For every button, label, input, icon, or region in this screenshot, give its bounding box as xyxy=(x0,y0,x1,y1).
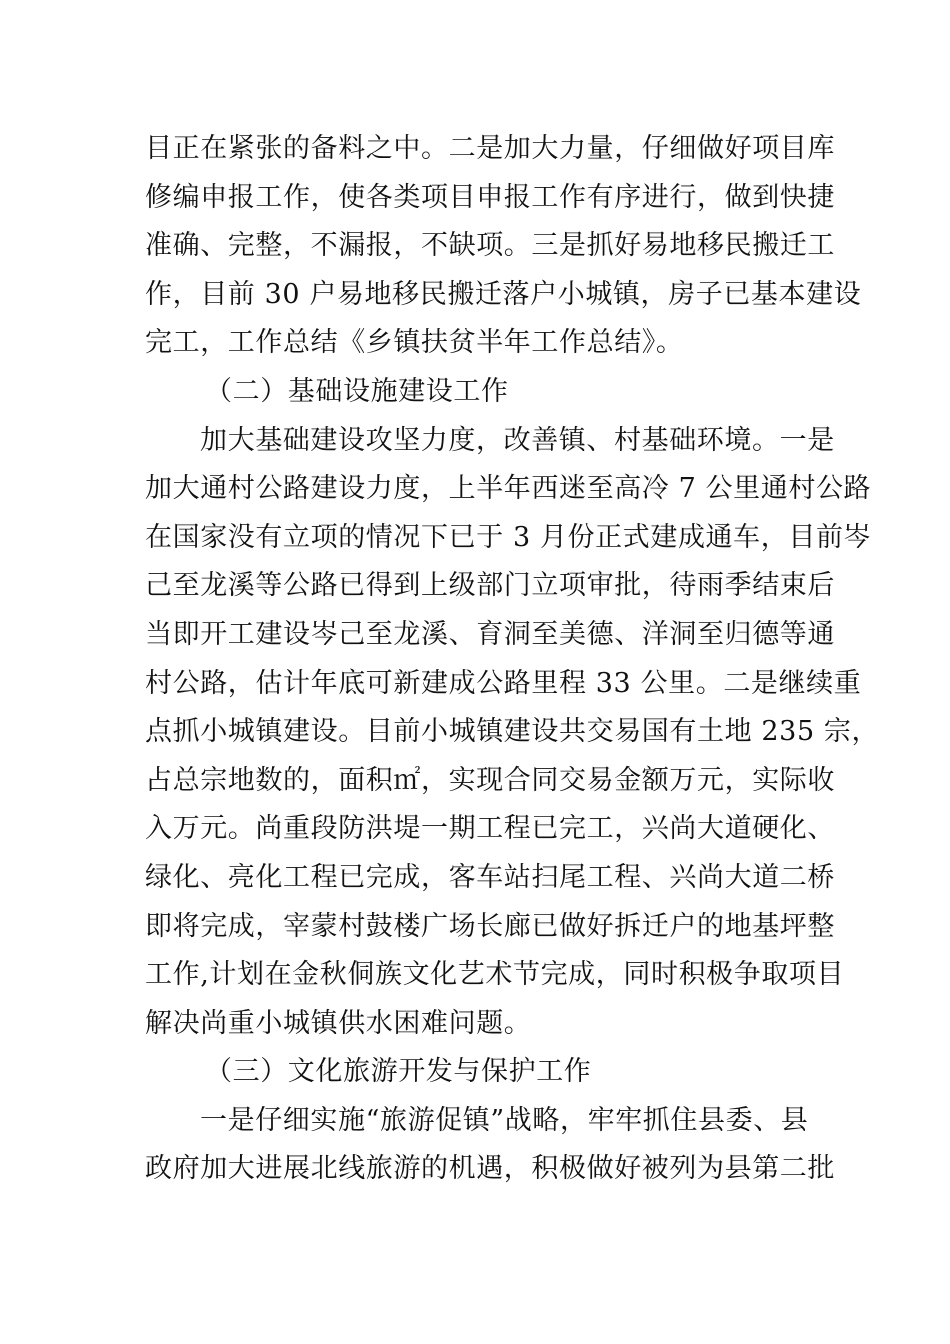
paragraph-line: 点抓小城镇建设。目前小城镇建设共交易国有土地 235 宗， xyxy=(145,716,880,748)
section-heading: （二）基础设施建设工作 xyxy=(205,375,509,407)
paragraph-first-line: 一是仔细实施“旅游促镇”战略，牢牢抓住县委、县 xyxy=(200,1104,809,1136)
paragraph-line: 政府加大进展北线旅游的机遇，积极做好被列为县第二批 xyxy=(145,1153,835,1185)
paragraph-line: 入万元。尚重段防洪堤一期工程已完工，兴尚大道硬化、 xyxy=(145,813,835,845)
paragraph-line: 目正在紧张的备料之中。二是加大力量，仔细做好项目库 xyxy=(145,133,835,164)
paragraph-line: 准确、完整，不漏报，不缺项。三是抓好易地移民搬迁工 xyxy=(145,230,835,262)
section-heading: （三）文化旅游开发与保护工作 xyxy=(205,1056,592,1088)
paragraph-line: 绿化、亮化工程已完成，客车站扫尾工程、兴尚大道二桥 xyxy=(145,861,835,893)
paragraph-first-line: 加大基础建设攻坚力度，改善镇、村基础环境。一是 xyxy=(200,424,835,456)
paragraph-line: 解决尚重小城镇供水困难问题。 xyxy=(145,1007,532,1039)
paragraph-line: 即将完成，宰蒙村鼓楼广场长廊已做好拆迁户的地基坪整 xyxy=(145,910,835,942)
paragraph-line: 当即开工建设岑己至龙溪、育洞至美德、洋洞至归德等通 xyxy=(145,618,835,650)
paragraph-line: 工作,计划在金秋侗族文化艺术节完成，同时积极争取项目 xyxy=(145,959,845,991)
paragraph-line: 作，目前 30 户易地移民搬迁落户小城镇，房子已基本建设 xyxy=(145,278,862,310)
paragraph-line: 加大通村公路建设力度，上半年西迷至高冷 7 公里通村公路 xyxy=(145,473,872,505)
paragraph-line: 修编申报工作，使各类项目申报工作有序进行，做到快捷 xyxy=(145,181,835,213)
paragraph-line: 己至龙溪等公路已得到上级部门立项审批，待雨季结束后 xyxy=(145,570,835,602)
document-body xyxy=(145,125,880,1194)
paragraph-line: 在国家没有立项的情况下已于 3 月份正式建成通车，目前岑 xyxy=(145,521,872,553)
paragraph-line: 村公路，估计年底可新建成公路里程 33 公里。二是继续重 xyxy=(145,667,862,699)
paragraph-line: 完工，工作总结《乡镇扶贫半年工作总结》。 xyxy=(145,327,684,359)
paragraph-line: 占总宗地数的，面积㎡，实现合同交易金额万元，实际收 xyxy=(145,764,835,796)
